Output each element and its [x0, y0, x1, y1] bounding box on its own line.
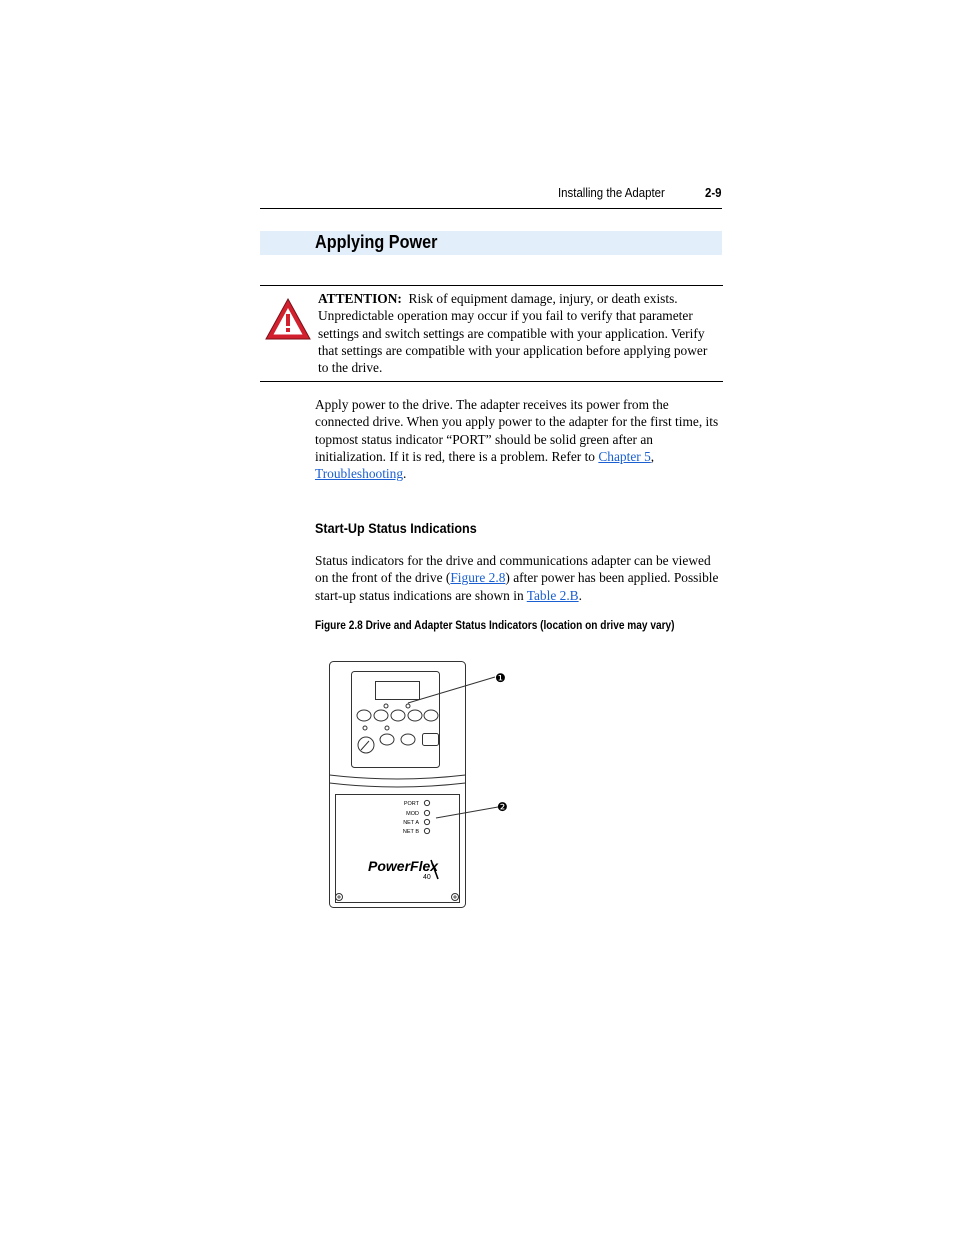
- para1-separator: ,: [650, 448, 655, 464]
- attention-message: [318, 290, 720, 376]
- page-number: 2-9: [705, 185, 722, 200]
- para2-text: Status indicators for the drive and communications adapter can be viewed on the front of the drive (: [315, 553, 711, 586]
- figure-2-8-link[interactable]: Figure 2.8: [450, 570, 506, 586]
- attention-body: Risk of equipment damage, injury, or death exists. Unpredictable operation may occur if you fail to verify that parameter settings and switch settings are compatible with your application. Verify that settings are compatible with your application before applying power to the drive.: [318, 291, 708, 376]
- powerflex-drive-illustration: [300, 655, 540, 915]
- brand-logo-text: PowerFlex: [368, 858, 439, 874]
- para2-middle: ) after power has been applied. Possible start-up status indications are shown in: [315, 570, 719, 603]
- header-rule: [260, 208, 722, 209]
- indicator-label-net-a: NET A: [403, 820, 419, 826]
- apply-power-paragraph: [315, 396, 725, 482]
- figure-caption: Figure 2.8 Drive and Adapter Status Indicators (location on drive may vary): [315, 620, 675, 632]
- callout-2: ❷: [497, 800, 508, 814]
- subsection-title: Start-Up Status Indications: [315, 520, 477, 536]
- section-title: Applying Power: [315, 232, 438, 252]
- troubleshooting-link[interactable]: Troubleshooting: [315, 466, 404, 482]
- warning-triangle-icon: [264, 297, 312, 341]
- running-header-title: Installing the Adapter: [558, 185, 665, 200]
- para2-end: .: [578, 587, 582, 603]
- para1-text: Apply power to the drive. The adapter receives its power from the connected drive. When you apply power to the adapter for the first time, its topmost status indicator “PORT” should be solid green after an initialization. If it is red, there is a problem. Refer to: [315, 397, 719, 464]
- chapter-5-link[interactable]: Chapter 5: [598, 448, 651, 464]
- indicator-label-net-b: NET B: [402, 829, 419, 835]
- indicator-label-mod: MOD: [406, 811, 419, 817]
- callout-1: ❶: [495, 671, 506, 685]
- indicator-label-port: PORT: [403, 801, 419, 807]
- status-indicators-paragraph: [315, 552, 725, 604]
- attention-rule-bottom: [260, 381, 723, 382]
- attention-label: ATTENTION:: [318, 291, 402, 306]
- table-2b-link[interactable]: Table 2.B: [526, 587, 579, 603]
- para1-end: .: [403, 466, 407, 482]
- model-number: 40: [423, 874, 431, 881]
- attention-rule-top: [260, 285, 723, 286]
